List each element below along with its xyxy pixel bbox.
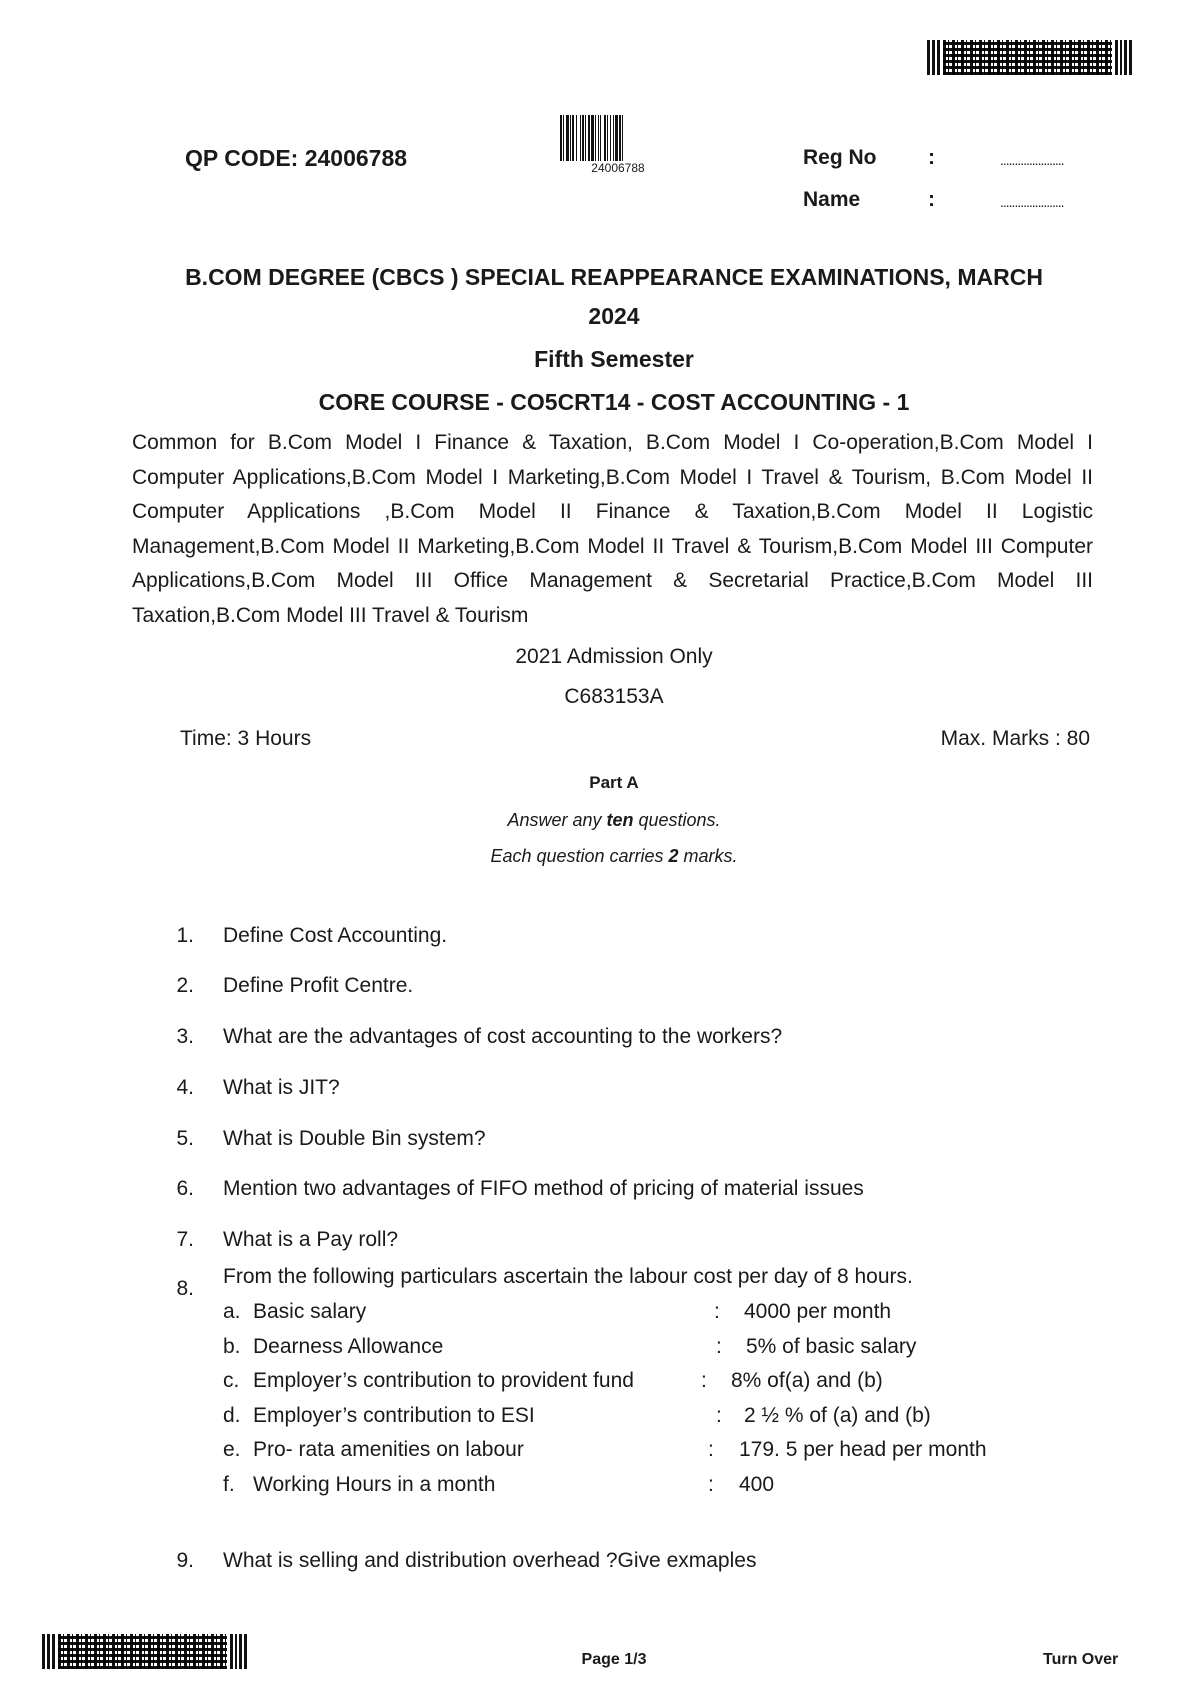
reg-no-colon: : — [928, 146, 935, 169]
q8-item-colon: : — [716, 1335, 722, 1358]
reg-no-label: Reg No — [803, 146, 877, 169]
semester: Fifth Semester — [534, 346, 694, 372]
question-text: What is a Pay roll? — [223, 1228, 399, 1251]
question-text: What is Double Bin system? — [223, 1127, 486, 1150]
q8-item-letter: e. — [223, 1438, 241, 1461]
question-number: 3. — [176, 1025, 194, 1048]
question-text: What is JIT? — [223, 1076, 340, 1099]
time-allowed: Time: 3 Hours — [180, 727, 312, 750]
instruction-2-bold: 2 — [668, 846, 679, 866]
question-text: Define Profit Centre. — [223, 974, 414, 997]
reg-no-field: ...................... — [1000, 152, 1064, 168]
instruction-2-pre: Each question carries — [490, 846, 669, 866]
question-text: From the following particulars ascertain the labour cost per day of 8 hours. — [223, 1265, 913, 1288]
course-title: CORE COURSE - CO5CRT14 - COST ACCOUNTING - 1 — [318, 389, 910, 415]
q8-item-label: Employer’s contribution to ESI — [253, 1404, 535, 1427]
q8-item-value: 5% of basic salary — [746, 1335, 917, 1358]
exam-title: B.COM DEGREE (CBCS ) SPECIAL REAPPEARANCE EXAMINATIONS, MARCH — [185, 264, 1043, 290]
q8-item-letter: c. — [223, 1369, 240, 1392]
question-number: 2. — [176, 974, 194, 997]
paper-code: C683153A — [564, 685, 664, 708]
qp-code: QP CODE: 24006788 — [185, 145, 408, 171]
instruction-2-post: marks. — [678, 846, 738, 866]
part-a-instruction-1 — [0, 810, 1200, 831]
q8-item-label: Working Hours in a month — [253, 1473, 496, 1496]
instruction-1-bold: ten — [606, 810, 634, 830]
barcode-number: 24006788 — [591, 161, 645, 175]
center-barcode — [560, 115, 676, 161]
q8-item-label: Pro- rata amenities on labour — [253, 1438, 524, 1461]
q8-item-value: 179. 5 per head per month — [739, 1438, 987, 1461]
q8-item-label: Basic salary — [253, 1300, 367, 1323]
part-a-title: Part A — [589, 773, 639, 792]
name-colon: : — [928, 188, 935, 211]
q8-item-letter: d. — [223, 1404, 241, 1427]
question-text: Define Cost Accounting. — [223, 924, 448, 947]
q8-item-letter: b. — [223, 1335, 241, 1358]
q8-item-value: 2 ½ % of (a) and (b) — [744, 1404, 931, 1427]
question-text: What is selling and distribution overhead ?Give exmaples — [223, 1549, 757, 1572]
q8-item-value: 8% of(a) and (b) — [731, 1369, 883, 1392]
question-number: 7. — [176, 1228, 194, 1251]
q8-item-value: 4000 per month — [744, 1300, 892, 1323]
instruction-1-pre: Answer any — [507, 810, 607, 830]
question-number: 1. — [176, 924, 194, 947]
question-text: What are the advantages of cost accounting to the workers? — [223, 1025, 783, 1048]
q8-item-letter: f. — [223, 1473, 235, 1496]
question-number: 8. — [176, 1277, 194, 1300]
q8-item-colon: : — [708, 1438, 714, 1461]
page-number: Page 1/3 — [581, 1651, 647, 1668]
question-number: 4. — [176, 1076, 194, 1099]
q8-item-letter: a. — [223, 1300, 241, 1323]
q8-item-colon: : — [708, 1473, 714, 1496]
top-right-barcode — [927, 40, 1132, 75]
max-marks: Max. Marks : 80 — [940, 727, 1090, 750]
question-text: Mention two advantages of FIFO method of pricing of material issues — [223, 1177, 864, 1200]
common-for-text: Common for B.Com Model I Finance & Taxation, B.Com Model I Co-operation,B.Com Model I Computer Applications,B.Com Model I Marketing,B.Com Model I Travel & Tourism, B.Com Model II Computer Applications ,B.Com Model II Finance & Taxation,B.Com Model II Logistic Management,B.Com Model II Marketing,B.Com Model II Travel & Tourism,B.Com Model III Computer Applications,B.Com Model III Office Management & Secretarial Practice,B.Com Model III Taxation,B.Com Model III Travel & Tourism — [132, 431, 1093, 627]
admission: 2021 Admission Only — [515, 645, 713, 668]
turn-over: Turn Over — [1043, 1651, 1119, 1668]
q8-item-colon: : — [714, 1300, 720, 1323]
q8-item-colon: : — [716, 1404, 722, 1427]
question-number: 9. — [176, 1549, 194, 1572]
part-a-instruction-2 — [0, 846, 1200, 867]
instruction-1-post: questions. — [633, 810, 721, 830]
q8-item-value: 400 — [739, 1473, 775, 1496]
name-field: ...................... — [1000, 194, 1064, 210]
exam-year: 2024 — [588, 303, 640, 329]
name-label: Name — [803, 188, 861, 211]
q8-item-label: Employer’s contribution to provident fund — [253, 1369, 634, 1392]
q8-item-label: Dearness Allowance — [253, 1335, 444, 1358]
q8-item-colon: : — [701, 1369, 707, 1392]
question-number: 6. — [176, 1177, 194, 1200]
question-number: 5. — [176, 1127, 194, 1150]
